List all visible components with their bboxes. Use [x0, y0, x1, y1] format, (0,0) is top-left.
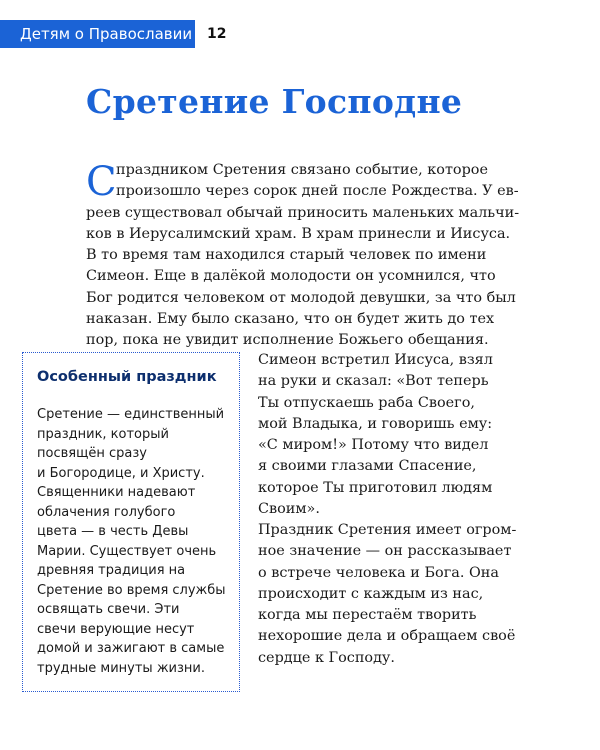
sidebar-line: Сретение — единственный: [37, 407, 225, 422]
text-line: когда мы перестаём творить: [258, 607, 477, 624]
text-line: Ты отпускаешь раба Своего,: [258, 394, 475, 411]
sidebar-line: освящать свечи. Эти: [37, 602, 180, 617]
sidebar-text: [37, 405, 227, 678]
text-line: сердце к Господу.: [258, 649, 395, 666]
sidebar-line: цвета — в честь Девы: [37, 524, 189, 539]
intro-paragraph: [86, 160, 526, 352]
sidebar-box: [22, 352, 240, 692]
sidebar-line: Священники надевают: [37, 485, 196, 500]
text-line: Симеон встретил Иисуса, взял: [258, 352, 493, 368]
sidebar-line: древняя традиция на: [37, 563, 186, 578]
text-line: Бог родится человеком от молодой девушки, за что был: [86, 289, 516, 306]
text-line: произошло через сорок дней после Рождества. У ев-: [116, 183, 519, 200]
text-line: мой Владыка, и говоришь ему:: [258, 415, 493, 432]
text-line: пор, пока не увидит исполнение Божьего обещания.: [86, 332, 489, 349]
text-line: происходит с каждым из нас,: [258, 585, 484, 602]
sidebar-line: посвящён сразу: [37, 446, 147, 461]
text-line: В то время там находился старый человек по имени: [86, 247, 487, 264]
sidebar-line: облачения голубого: [37, 504, 176, 520]
text-line: я своими глазами Спасение,: [258, 458, 477, 475]
text-line: Симеон. Еще в далёкой молодости он усомнился, что: [86, 268, 496, 285]
paragraph-meaning: [258, 520, 578, 669]
drop-cap: С: [86, 159, 117, 205]
text-line: праздником Сретения связано событие, которое: [116, 162, 488, 178]
paragraph-simeon: [258, 350, 578, 520]
text-line: ное значение — он рассказывает: [258, 543, 512, 560]
sidebar-line: и Богородице, и Христу.: [37, 465, 205, 481]
text-line: ков в Иерусалимский храм. В храм принесли и Иисуса.: [86, 225, 511, 242]
sidebar-title: Особенный праздник: [37, 369, 217, 385]
sidebar-line: домой и зажигают в самые: [37, 641, 225, 656]
text-line: о встрече человека и Бога. Она: [258, 564, 499, 581]
text-line: «С миром!» Потому что видел: [258, 437, 489, 454]
sidebar-line: свечи верующие несут: [37, 621, 195, 637]
text-line: реев существовал обычай приносить маленьких мальчи-: [86, 204, 520, 221]
text-line: Праздник Сретения имеет огром-: [258, 522, 517, 538]
text-line: которое Ты приготовил людям: [258, 479, 493, 496]
text-line: на руки и сказал: «Вот теперь: [258, 373, 489, 390]
sidebar-line: Сретение во время службы: [37, 582, 226, 598]
text-line: нехорошие дела и обращаем своё: [258, 628, 516, 645]
text-line: наказан. Ему было сказано, что он будет жить до тех: [86, 311, 495, 328]
section-header: Детям о Православии: [0, 20, 195, 48]
sidebar-line: праздник, который: [37, 426, 169, 442]
text-line: Своим».: [258, 501, 320, 518]
article-title: Сретение Господне: [86, 82, 463, 121]
sidebar-line: трудные минуты жизни.: [37, 660, 205, 676]
page-number: 12: [207, 26, 227, 42]
sidebar-line: Марии. Существует очень: [37, 543, 217, 559]
